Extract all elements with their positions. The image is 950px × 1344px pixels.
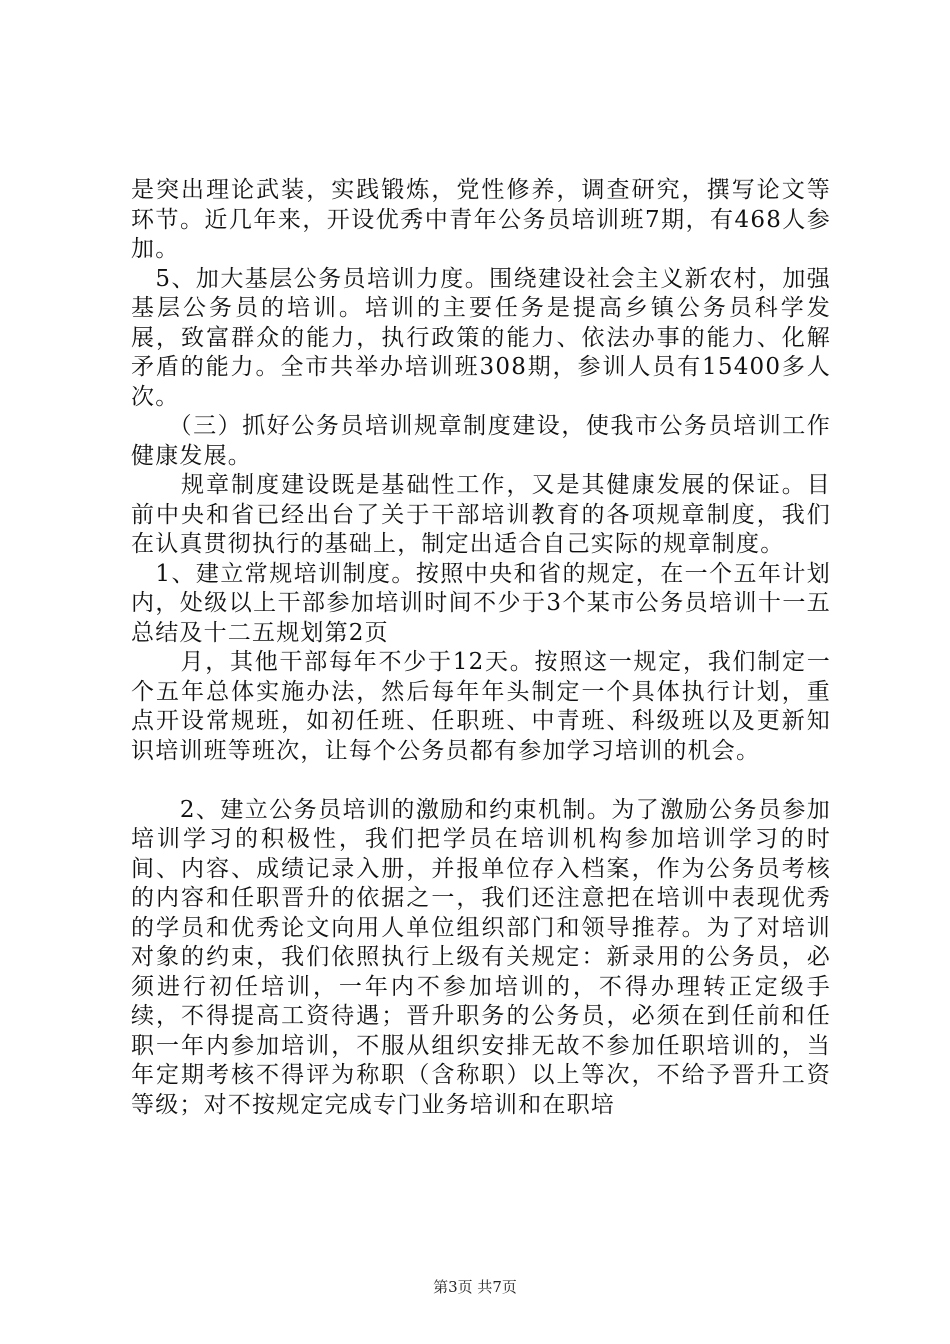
paragraph-3: （三）抓好公务员培训规章制度建设，使我市公务员培训工作健康发展。 <box>131 413 831 469</box>
paragraph-spacer <box>131 766 831 796</box>
paragraph-5: 1、建立常规培训制度。按照中央和省的规定，在一个五年计划内，处级以上干部参加培训时间不少于3个某市公务员培训十一五总结及十二五规划第2页 <box>131 560 831 646</box>
paragraph-4: 规章制度建设既是基础性工作，又是其健康发展的保证。目前中央和省已经出台了关于干部培训教育的各项规章制度，我们在认真贯彻执行的基础上，制定出适合自己实际的规章制度。 <box>131 472 831 557</box>
paragraph-7: 2、建立公务员培训的激励和约束机制。为了激励公务员参加培训学习的积极性，我们把学员在培训机构参加培训学习的时间、内容、成绩记录入册，并报单位存入档案，作为公务员考核的内容和任职晋升的依据之一，我们还注意把在培训中表现优秀的学员和优秀论文向用人单位组织部门和领导推荐。为了对培训对象的约束，我们依照执行上级有关规定：新录用的公务员，必须进行初任培训，一年内不参加培训的，不得办理转正定级手续，不得提高工资待遇；晋升职务的公务员，必须在到任前和任职一年内参加培训，不服从组织安排无故不参加任职培训的，当年定期考核不得评为称职（含称职）以上等次，不给予晋升工资等级；对不按规定完成专门业务培训和在职培 <box>131 796 831 1118</box>
paragraph-2: 5、加大基层公务员培训力度。围绕建设社会主义新农村，加强基层公务员的培训。培训的主要任务是提高乡镇公务员科学发展，致富群众的能力，执行政策的能力、依法办事的能力、化解矛盾的能力。全市共举办培训班308期，参训人员有15400多人次。 <box>131 265 831 410</box>
paragraph-1: 是突出理论武装，实践锻炼，党性修养，调查研究，撰写论文等环节。近几年来，开设优秀中青年公务员培训班7期，有468人参加。 <box>131 177 831 262</box>
page-footer: 第3页 共7页 <box>433 1278 517 1296</box>
paragraph-6: 月，其他干部每年不少于12天。按照这一规定，我们制定一个五年总体实施办法，然后每年年头制定一个具体执行计划，重点开设常规班，如初任班、任职班、中青班、科级班以及更新知识培训班等班次，让每个公务员都有参加学习培训的机会。 <box>131 649 831 764</box>
document-body <box>131 176 831 1120</box>
